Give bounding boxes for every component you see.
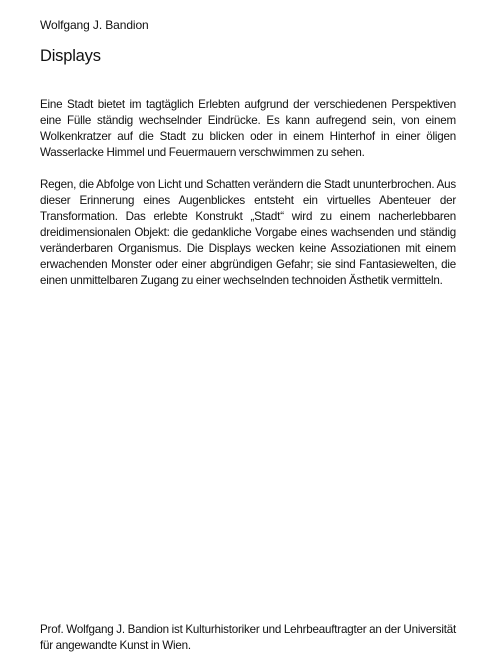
document-page [40, 0, 456, 670]
paragraph-2: Regen, die Abfolge von Licht und Schatten verändern die Stadt ununterbrochen. Aus dieser Erinnerung eines Augenblickes entsteht ein virtuelles Abenteuer der Transformation. Das erlebte Konstrukt „Stadt“ wird zu einem nacherlebbaren dreidimensionalen Objekt: die gedankliche Vorgabe eines wachsenden und ständig veränderbaren Organismus. Die Displays wecken keine Assoziationen mit einem erwachenden Monster oder einer abgründigen Gefahr; sie sind Fantasiewelten, die einen unmittelbaren Zugang zu einer wechselnden technoiden Ästhetik vermitteln. [40, 178, 456, 287]
paragraph-1: Eine Stadt bietet im tagtäglich Erlebten aufgrund der verschiedenen Perspektiven eine Fülle ständig wechselnder Eindrücke. Es kann aufregend sein, von einem Wolkenkratzer auf die Stadt zu blicken oder in einem Hinterhof in einer öligen Wasserlacke Himmel und Feuermauern verschwimmen zu sehen. [40, 98, 456, 159]
author-name: Wolfgang J. Bandion [40, 18, 149, 32]
body-text [40, 97, 456, 305]
page-title: Displays [40, 47, 101, 65]
author-bio: Prof. Wolfgang J. Bandion ist Kulturhistoriker und Lehrbeauftragter an der Universität für angewandte Kunst in Wien. [40, 623, 456, 652]
